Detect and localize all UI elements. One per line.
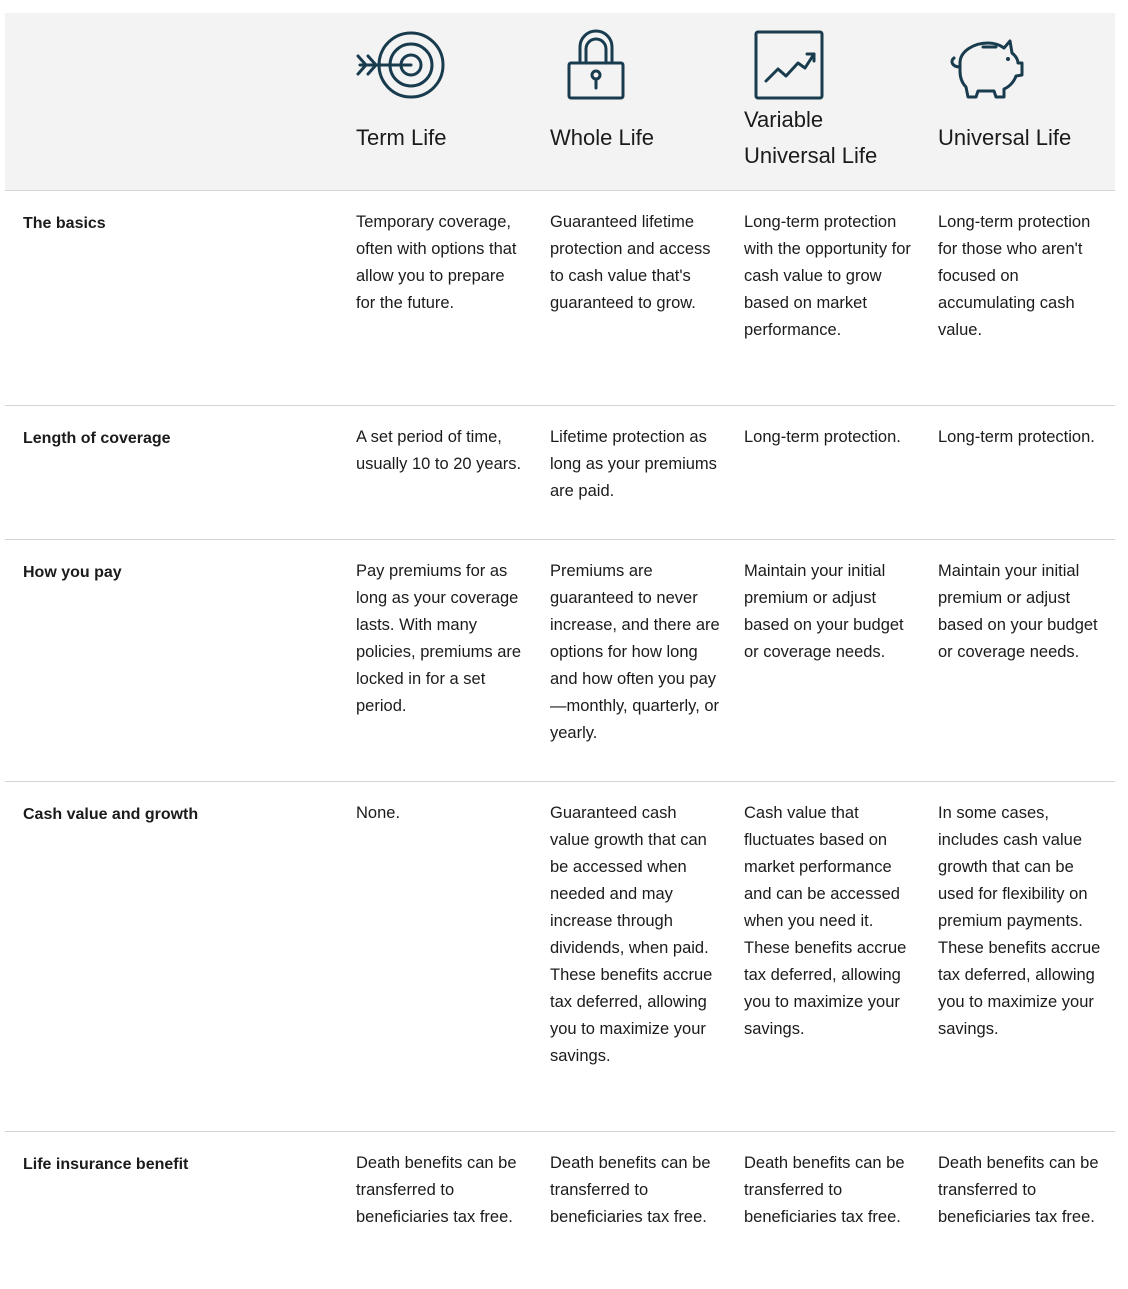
column-header-variable-universal-life xyxy=(744,13,914,190)
column-header-term-life xyxy=(356,13,526,190)
column-title: Universal Life xyxy=(938,125,1072,150)
table-cell: Death benefits can be transferred to beneficiaries tax free. xyxy=(744,1154,905,1226)
table-cell: Guaranteed lifetime protection and access to cash value that's guaranteed to grow. xyxy=(550,213,711,312)
row-label: The basics xyxy=(23,215,106,232)
comparison-table xyxy=(5,13,1115,1272)
table-cell: In some cases, includes cash value growth that can be used for flexibility on premium payments. These benefits accrue tax deferred, allowing you to maximize your savings. xyxy=(938,804,1101,1038)
table-row-life-insurance-benefit xyxy=(5,1132,1115,1272)
table-row-length-of-coverage xyxy=(5,406,1115,540)
column-title: Variable Universal Life xyxy=(744,107,878,168)
table-cell: Premiums are guaranteed to never increase, and there are options for how long and how often you pay—monthly, quarterly, or yearly. xyxy=(550,562,720,742)
table-cell: Death benefits can be transferred to beneficiaries tax free. xyxy=(938,1154,1099,1226)
lock-icon xyxy=(550,29,650,101)
table-cell: Lifetime protection as long as your premiums are paid. xyxy=(550,428,717,500)
table-cell: Long-term protection. xyxy=(744,428,901,446)
row-label: Life insurance benefit xyxy=(23,1156,189,1173)
growth-chart-icon xyxy=(744,29,844,101)
column-title: Term Life xyxy=(356,125,447,150)
table-cell: Long-term protection. xyxy=(938,428,1095,446)
column-header-whole-life xyxy=(550,13,720,190)
table-cell: Long-term protection with the opportunity for cash value to grow based on market performance. xyxy=(744,213,911,339)
table-row-how-you-pay xyxy=(5,540,1115,782)
table-cell: Temporary coverage, often with options that allow you to prepare for the future. xyxy=(356,213,517,312)
table-cell: Long-term protection for those who aren't focused on accumulating cash value. xyxy=(938,213,1091,339)
row-label: Cash value and growth xyxy=(23,806,199,823)
table-cell: None. xyxy=(356,804,401,822)
table-cell: Death benefits can be transferred to beneficiaries tax free. xyxy=(550,1154,711,1226)
row-label: How you pay xyxy=(23,564,122,581)
table-row-cash-value-and-growth xyxy=(5,782,1115,1132)
table-cell: Maintain your initial premium or adjust based on your budget or coverage needs. xyxy=(938,562,1098,661)
row-label: Length of coverage xyxy=(23,430,171,447)
target-icon xyxy=(356,29,456,101)
table-cell: Guaranteed cash value growth that can be accessed when needed and may increase through dividends, when paid. These benefits accrue tax deferred, allowing you to maximize your savings. xyxy=(550,804,713,1065)
table-header xyxy=(5,13,1115,191)
table-cell: Pay premiums for as long as your coverage lasts. With many policies, premiums are locked in for a set period. xyxy=(356,562,522,715)
table-cell: Death benefits can be transferred to beneficiaries tax free. xyxy=(356,1154,517,1226)
table-cell: Cash value that fluctuates based on market performance and can be accessed when you need it. These benefits accrue tax deferred, allowing you to maximize your savings. xyxy=(744,804,907,1038)
table-row-the-basics xyxy=(5,191,1115,406)
column-title: Whole Life xyxy=(550,125,654,150)
piggy-bank-icon xyxy=(938,29,1038,101)
column-header-universal-life xyxy=(938,13,1108,190)
table-cell: A set period of time, usually 10 to 20 years. xyxy=(356,428,522,473)
table-cell: Maintain your initial premium or adjust based on your budget or coverage needs. xyxy=(744,562,904,661)
